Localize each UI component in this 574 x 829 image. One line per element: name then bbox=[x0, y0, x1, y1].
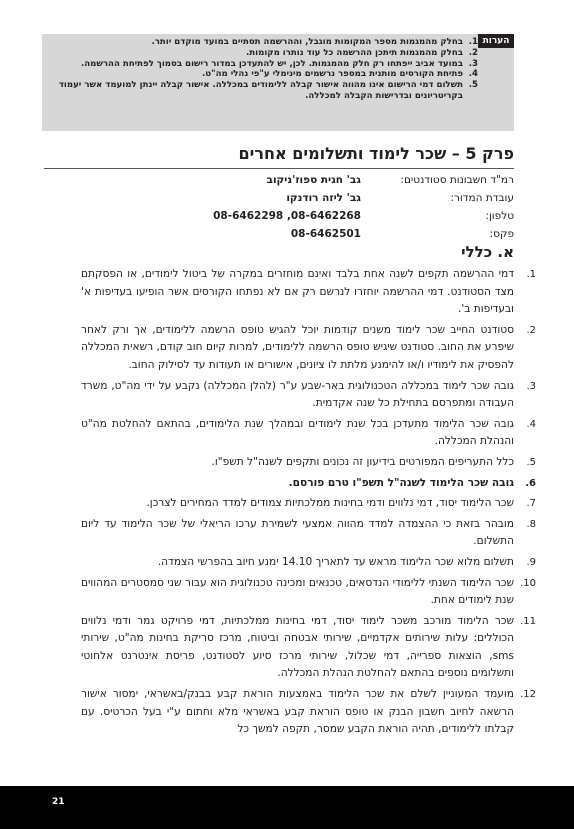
clause-text: תשלום מלוא שכר הלימוד מראש עד לתאריך 14.10 ימנע חיוב בהפרשי הצמדה. bbox=[157, 555, 514, 568]
clause-item bbox=[81, 416, 536, 451]
clause-number: 7. bbox=[526, 498, 536, 510]
note-item bbox=[56, 48, 478, 59]
clause-text: כלל התעריפים המפורטים בידיעון זה נכונים ותקפים לשנה"ל תשפ"ו. bbox=[211, 455, 514, 468]
clause-item bbox=[81, 613, 536, 683]
clause-text: שכר הלימוד השנתי ללימודי הנדסאים, טכנאים ומכינה טכנולוגית הוא עבור שני סמסטרים המהווים שנת לימודים אחת. bbox=[81, 576, 514, 607]
contact-label: עובדת המדור: bbox=[450, 192, 514, 204]
clause-item bbox=[81, 266, 536, 319]
note-number: 4. bbox=[468, 69, 478, 80]
clause-item bbox=[81, 378, 536, 413]
note-item bbox=[56, 80, 478, 102]
clause-number: 12. bbox=[520, 689, 536, 701]
note-item bbox=[56, 69, 478, 80]
clause-number: 8. bbox=[526, 518, 536, 530]
clause-item bbox=[81, 516, 536, 551]
note-number: 3. bbox=[468, 58, 478, 69]
clause-item-emphasis bbox=[81, 475, 536, 493]
clauses-list bbox=[81, 266, 536, 742]
clause-item bbox=[81, 686, 536, 739]
contact-value: גב' חגית ספוז'ניקוב bbox=[266, 174, 361, 186]
clause-number: 2. bbox=[526, 324, 536, 336]
footer-bar bbox=[0, 786, 574, 829]
contact-value: גב' ליזה רודנקו bbox=[286, 192, 361, 204]
note-text: תשלום דמי הרישום אינו מהווה אישור קבלה ללימודים במכללה. אישור קבלה יינתן למועמד אשר יעמוד בקריטריונים ובדרישות הקבלה למכללה. bbox=[58, 80, 463, 101]
contact-label: טלפון: bbox=[485, 210, 514, 222]
notes-list bbox=[56, 37, 478, 102]
contact-row-manager bbox=[44, 171, 514, 189]
clause-item bbox=[81, 454, 536, 472]
clause-item bbox=[81, 554, 536, 572]
clause-text: גובה שכר הלימוד לשנה"ל תשפ"ו טרם פורסם. bbox=[288, 476, 514, 489]
clause-item bbox=[81, 575, 536, 610]
note-item bbox=[56, 59, 478, 70]
contacts-block bbox=[44, 171, 514, 243]
note-text: בחלק מהמגמות תיתכן ההרשמה כל עוד נותרו מקומות. bbox=[246, 47, 463, 58]
contact-value: 08-6462501 bbox=[290, 228, 361, 240]
clause-text: מועמד המעוניין לשלם את שכר הלימוד באמצעות הוראת קבע בבנק/באשראי, ימסור אישור הרשאה לחיוב חשבון הבנק או טופס הוראת קבע באשראי מלא וחתום ע"י בעל הכרטיס. עם קבלתו ללימודים, תהיה הוראת הקבע שמסר, תקפה למשך כל bbox=[81, 688, 514, 736]
clause-text: שכר הלימוד יסוד, דמי נלווים ודמי בחינות ממלכתיות צמודים למדד המחירים לצרכן. bbox=[146, 497, 514, 510]
note-text: פתיחת הקורסים מותנית במספר נרשמים מינימלי ע"פי נהלי מה"ט. bbox=[202, 69, 463, 80]
note-number: 1. bbox=[468, 37, 478, 47]
note-text: במועד אביב ייפתחו רק חלק מהמגמות. לכן, יש להתעדכן במדור רישום בסמוך לפתיחת ההרשמה. bbox=[80, 58, 463, 69]
clause-text: מובהר בזאת כי ההצמדה למדד מהווה אמצעי לשמירת ערכו הריאלי של שכר הלימוד עד ליום התשלום. bbox=[81, 517, 514, 548]
chapter-title: פרק 5 – שכר לימוד ותשלומים אחרים bbox=[44, 143, 514, 169]
clause-text: דמי ההרשמה תקפים לשנה אחת בלבד ואינם מוחזרים במקרה של ביטול לימודים, או הפסקתם מצד הסטודנט. דמי ההרשמה יוחזרו לנרשם רק אם לא נפתחו הקורסים אשר הופיעו בעדיפות א' ובעדיפות ב'. bbox=[81, 268, 514, 316]
clause-text: סטודנט החייב שכר לימוד משנים קודמות יוכל להגיש טופס הרשמה ללימודים, אך ורק לאחר שיפרע את החוב. סטודנט שיגיש טופס הרשמה ללימודים, למרות קיום חוב קודם, רשאית המכללה להפסיק את לימודיו ו/או להימנע מלתת לו ציונים, אישורים או תעודות עד לסילוק החוב. bbox=[81, 323, 514, 371]
clause-number: 5. bbox=[526, 456, 536, 468]
contact-value: 08-6462298 ,08-6462268 bbox=[213, 210, 361, 222]
notes-tag: הערות bbox=[478, 34, 514, 48]
contact-row-fax bbox=[44, 225, 514, 243]
clause-number: 9. bbox=[526, 556, 536, 568]
clause-item bbox=[81, 495, 536, 513]
clause-number: 4. bbox=[526, 418, 536, 430]
clause-text: גובה שכר לימוד במכללה הטכנולוגית באר-שבע ע"ר (להלן המכללה) נקבע על ידי מה"ט, משרד העבודה ומתפרסם בתחילת כל שנה אקדמית. bbox=[81, 379, 514, 410]
contact-label: רמ"ד חשבונות סטודנטים: bbox=[400, 174, 514, 186]
contact-label: פקס: bbox=[489, 228, 514, 240]
note-text: בחלק מהמגמות מספר המקומות מוגבל, וההרשמה תסתיים במועד מוקדם יותר. bbox=[151, 37, 463, 47]
clause-text: שכר הלימוד מורכב משכר לימוד יסוד, דמי בחינות ממלכתיות, דמי פרויקט גמר ודמי נלווים הכוללים: עלות שירותים אקדמיים, שירותי אבטחה וביטוח, מרכז סריקת בחינות מה"ט, שירותי sms, הוצאות ספרייה, דמי שכלול, שירותי מרכז סיוע לסטודנט, פריסת אינטרנט אלחוטי ותשלומים נוספים בהתאם להחלטת הנהלת המכללה. bbox=[81, 614, 514, 680]
note-number: 2. bbox=[468, 47, 478, 58]
notes-box bbox=[42, 34, 514, 131]
note-number: 5. bbox=[468, 80, 478, 91]
contact-row-phone bbox=[44, 207, 514, 225]
clause-number: 10. bbox=[520, 577, 536, 589]
clause-number: 11. bbox=[520, 615, 536, 627]
clause-number: 6. bbox=[525, 477, 536, 489]
section-heading: א. כללי bbox=[461, 243, 514, 261]
clause-number: 3. bbox=[526, 380, 536, 392]
contact-row-staff bbox=[44, 189, 514, 207]
clause-item bbox=[81, 322, 536, 375]
clause-text: גובה שכר הלימוד מתעדכן בכל שנת לימודים ובמהלך שנת הלימודים, בהתאם להחלטת מה"ט והנהלת המכללה. bbox=[81, 417, 514, 448]
clause-number: 1. bbox=[526, 269, 536, 280]
note-item bbox=[56, 37, 478, 48]
page-number: 21 bbox=[52, 797, 65, 807]
